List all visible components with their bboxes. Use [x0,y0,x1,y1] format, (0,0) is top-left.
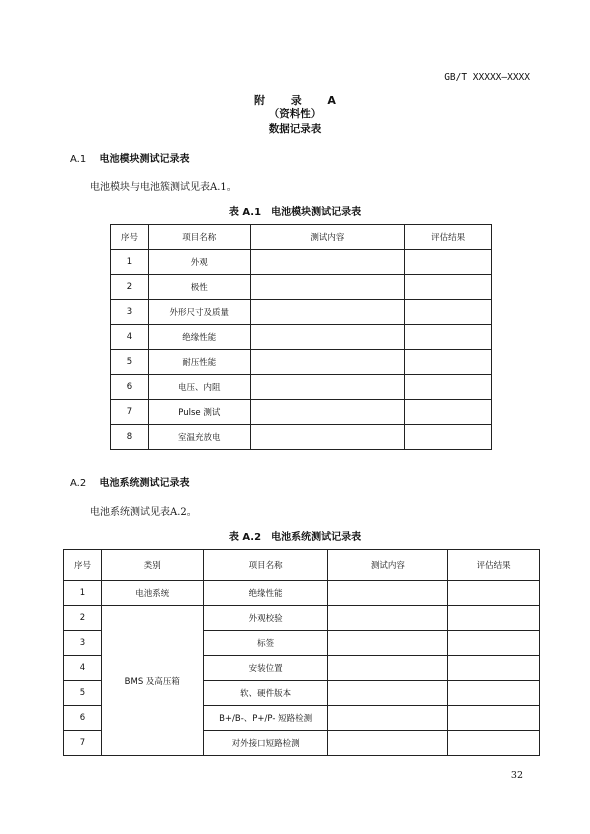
table-cell: 外形尺寸及质量 [148,300,250,325]
appendix-label-char: A [327,94,336,107]
page-number: 32 [510,770,523,781]
table-cell: 7 [64,731,102,756]
table-row [111,325,492,350]
table-cell [448,681,540,706]
table-cell [405,275,492,300]
table-cell: 外观 [148,250,250,275]
table-cell [250,425,405,450]
table-cell [448,606,540,631]
section-heading-a2 [70,474,189,489]
table-cell [250,325,405,350]
table-cell: 2 [111,275,149,300]
appendix-label-char: 附 [254,94,266,107]
table-cell: 6 [111,375,149,400]
table-cell [405,400,492,425]
header-cell: 项目名称 [203,550,328,581]
table-row [111,400,492,425]
table-cell: 极性 [148,275,250,300]
section-number: A.2 [70,478,87,489]
table-row [111,350,492,375]
battery-module-table [110,224,492,450]
table-cell: 绝缘性能 [148,325,250,350]
table-row [111,425,492,450]
appendix-label-char: 录 [290,94,302,107]
table-cell [405,325,492,350]
table-cell [250,275,405,300]
table-cell: 5 [111,350,149,375]
header-cell: 序号 [111,225,149,250]
table-cell [328,631,448,656]
table-row [111,250,492,275]
header-cell: 评估结果 [405,225,492,250]
header-cell: 项目名称 [148,225,250,250]
header-cell: 测试内容 [328,550,448,581]
table-cell [448,731,540,756]
table-cell: BMS 及高压箱 [101,606,203,756]
section-title: 电池模块测试记录表 [99,154,190,165]
table-row [111,375,492,400]
table-cell: 电压、内阻 [148,375,250,400]
table-cell [328,656,448,681]
table-cell: 2 [64,606,102,631]
table-cell [328,731,448,756]
table-cell [448,656,540,681]
table-cell: 7 [111,400,149,425]
table-header-row [111,225,492,250]
table-cell [328,681,448,706]
table-cell: 1 [64,581,102,606]
table-cell [405,350,492,375]
section-paragraph: 电池模块与电池簇测试见表A.1。 [90,182,237,193]
table-cell: 室温充放电 [148,425,250,450]
battery-system-table [63,549,540,756]
table-cell [448,706,540,731]
table-cell: 绝缘性能 [203,581,328,606]
table-row [111,300,492,325]
section-number: A.1 [70,154,87,165]
table-cell [250,350,405,375]
table-cell: 1 [111,250,149,275]
standard-number: GB/T XXXXX—XXXX [444,72,530,83]
table-row [64,581,540,606]
table-cell: 安装位置 [203,656,328,681]
section-heading-a1 [70,150,189,165]
table-caption: 表 A.1 电池模块测试记录表 [228,207,362,218]
table-cell [405,250,492,275]
table-cell: 5 [64,681,102,706]
table-cell: 软、硬件版本 [203,681,328,706]
table-cell [405,425,492,450]
table-cell [328,606,448,631]
table-row [111,275,492,300]
table-cell: 8 [111,425,149,450]
table-cell: 4 [111,325,149,350]
table-cell [250,375,405,400]
table-cell [250,300,405,325]
appendix-title: 数据记录表 [268,123,322,135]
table-cell: 3 [64,631,102,656]
table-cell: 外观校验 [203,606,328,631]
table-cell: 对外接口短路检测 [203,731,328,756]
table-row [64,606,540,631]
table-cell [328,706,448,731]
table-cell [250,400,405,425]
table-cell: 电池系统 [101,581,203,606]
table-cell [250,250,405,275]
table-cell [328,581,448,606]
header-cell: 测试内容 [250,225,405,250]
table-cell: 4 [64,656,102,681]
section-title: 电池系统测试记录表 [99,478,190,489]
table-cell [405,375,492,400]
header-cell: 序号 [64,550,102,581]
table-cell: 6 [64,706,102,731]
table-header-row [64,550,540,581]
table-cell: 3 [111,300,149,325]
header-cell: 评估结果 [448,550,540,581]
table-cell: B+/B-、P+/P- 短路检测 [203,706,328,731]
table-cell [448,631,540,656]
table-cell [448,581,540,606]
table-caption: 表 A.2 电池系统测试记录表 [228,532,362,543]
table-cell [405,300,492,325]
header-cell: 类别 [101,550,203,581]
section-paragraph: 电池系统测试见表A.2。 [90,507,197,518]
appendix-nature: （资料性） [268,108,322,120]
table-cell: 标签 [203,631,328,656]
table-cell: 耐压性能 [148,350,250,375]
table-cell: Pulse 测试 [148,400,250,425]
